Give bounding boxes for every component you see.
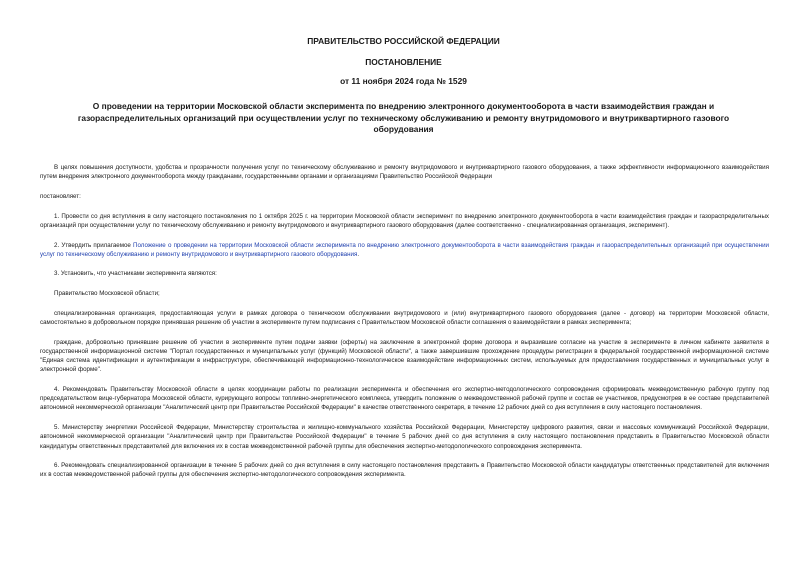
clause-2-tail: . <box>357 250 360 258</box>
clause-5: 5. Министерству энергетики Российской Федерации, Министерству строительства и жилищно-коммунального хозяйства Российской Федерации, Министерству цифрового развития, связи и массовых коммуникаций Российской Федерации, автономной некоммерческой организации "Аналитический центр при Правительстве Российской Федерации" в течение 5 рабочих дней со дня вступления в силу настоящего постановления представить в Правительство Московской области кандидатуры ответственных представителей для включения их в состав межведомственной рабочей группы для обеспечения экспертно-методологического сопровождения эксперимента. <box>40 424 769 450</box>
clause-2 <box>40 241 769 259</box>
resolves-paragraph: постановляет: <box>40 192 81 200</box>
issuing-authority: ПРАВИТЕЛЬСТВО РОССИЙСКОЙ ФЕДЕРАЦИИ <box>307 36 500 46</box>
clause-3-item-citizens: граждане, добровольно принявшие решение об участии в эксперименте путем подачи заявки (оферты) на заключение в электронной форме договора и выразившие согласие на участие в эксперименте в личном кабинете заявителя в государственной информационной системе "Портал государственных и муниципальных услуг (функций) Московской области", а также завершившие прохождение процедуры регистрации в федеральной государственной информационной системе "Единая система идентификации и аутентификации в инфраструктуре, обеспечивающей информационно-технологическое взаимодействие информационных систем, используемых для предоставления государственных и муниципальных услуг в электронной форме". <box>40 338 769 374</box>
clause-4: 4. Рекомендовать Правительству Московской области в целях координации работы по реализации эксперимента и обеспечения его экспертно-методологического сопровождения сформировать межведомственную рабочую группу под председательством вице-губернатора Московской области, курирующего вопросы топливно-энергетического комплекса, утвердить положение о межведомственной рабочей группе и состав ее участников, предусмотрев в ее составе представителей автономной некоммерческой организации "Аналитический центр при Правительстве Российской Федерации" в качестве ответственного секретаря, в течение 12 рабочих дней со дня вступления в силу настоящего постановления. <box>40 386 769 412</box>
preamble-paragraph: В целях повышения доступности, удобства и прозрачности получения услуг по техническому обслуживанию и ремонту внутридомового и внутриквартирного газового оборудования, а также эффективности информационного взаимодействия путем внедрения электронного документооборота между гражданами, государственными органами и организациями Правительство Российской Федерации <box>40 164 769 181</box>
document-type: ПОСТАНОВЛЕНИЕ <box>365 57 442 67</box>
clause-3-item-organization: специализированная организация, предоставляющая услуги в рамках договора о техническом обслуживании внутридомового и (или) внутриквартирного газового оборудования (далее - договор) на территории Московской области, самостоятельно в добровольном порядке принявшая решение об участии в эксперименте путем подписания с Правительством Московской области соглашения о взаимодействии в рамках эксперимента; <box>40 309 769 327</box>
clause-6: 6. Рекомендовать специализированной организации в течение 5 рабочих дней со дня вступления в силу настоящего постановления представить в Правительство Московской области кандидатуры ответственных представителей для включения их в состав межведомственной рабочей группы для обеспечения экспертно-методологического сопровождения эксперимента. <box>40 462 769 479</box>
clause-3: 3. Установить, что участниками эксперимента являются: <box>54 270 217 278</box>
document-title: О проведении на территории Московской области эксперимента по внедрению электронного документооборота в части взаимодействия граждан и газораспределительных организаций при осуществлении услуг по техническому обслуживанию и ремонту внутридомового и внутриквартирного газового оборудования <box>77 101 730 134</box>
clause-1: 1. Провести со дня вступления в силу настоящего постановления по 1 октября 2025 г. на территории Московской области эксперимент по внедрению электронного документооборота в части взаимодействия граждан и газораспределительных организаций при осуществлении услуг по техническому обслуживанию и ремонту внутридомового и внутриквартирного газового оборудования (далее соответственно - специализированная организация, эксперимент). <box>40 212 769 229</box>
document-date-number: от 11 ноября 2024 года № 1529 <box>340 76 467 86</box>
clause-3-item-government: Правительство Московской области; <box>54 290 160 298</box>
document-body <box>40 163 769 490</box>
clause-2-lead: 2. Утвердить прилагаемое <box>54 241 134 249</box>
regulation-link[interactable]: Положение о проведении на территории Московской области эксперимента по внедрению электронного документооборота в части взаимодействия граждан и газораспределительных организаций при осуществлении услуг по техническому обслуживанию и ремонту внутридомового и внутриквартирного газового оборудования <box>40 241 770 258</box>
